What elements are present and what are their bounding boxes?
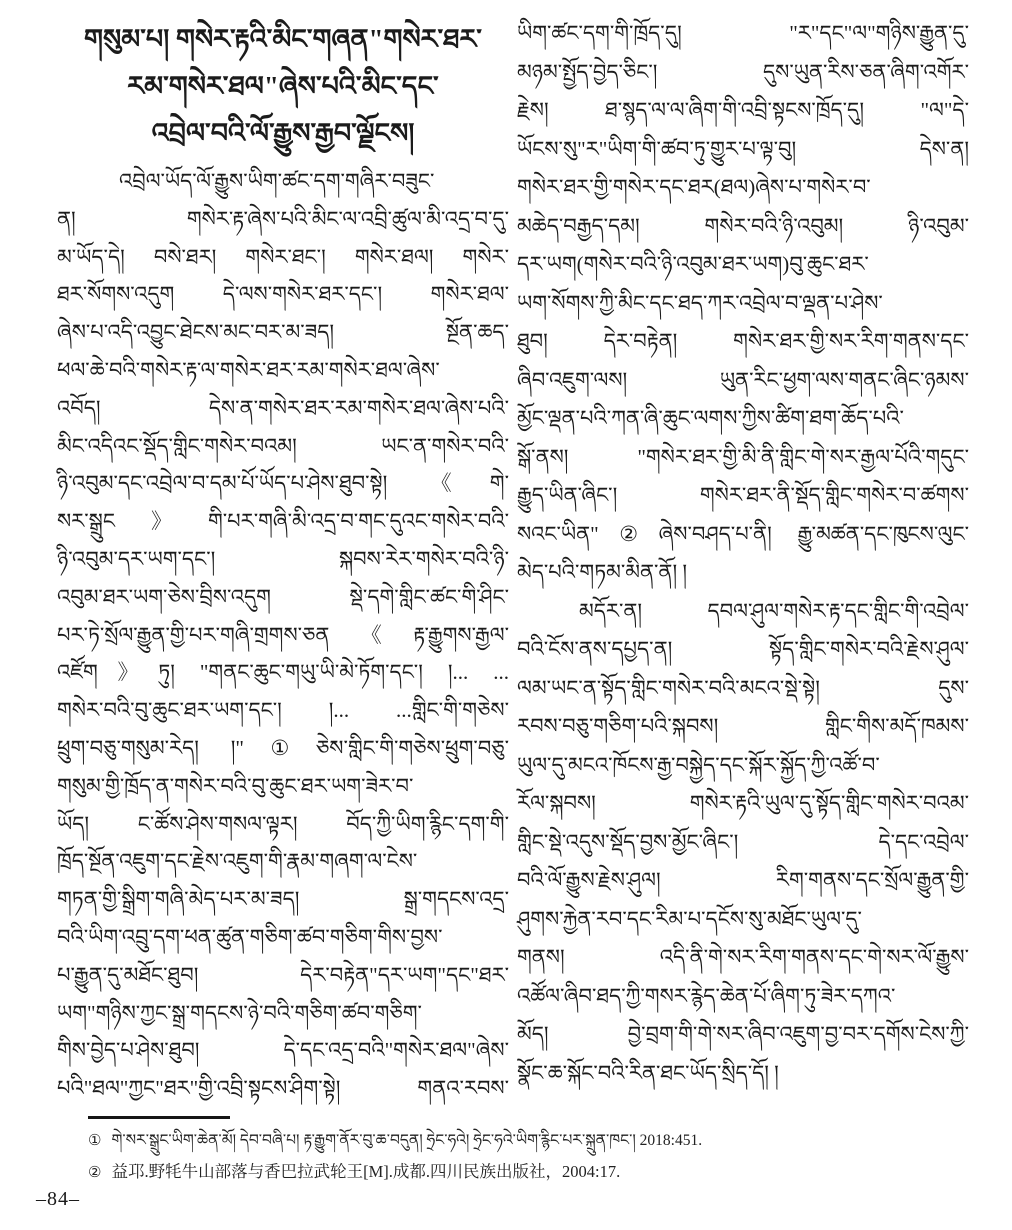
text-line: གནས། འདི་ནི་གེ་སར་རིག་གནས་དང་གེ་སར་ལོ་རྒྱུས་ <box>517 945 969 969</box>
text-line: ཡིག་ཚང་དག་གི་ཁྲོད་དུ། "ར"དང"ལ"གཉིས་རྒྱུན་དུ་ <box>517 21 969 45</box>
text-line: མྱོང་ལྡན་པའི་ཀན་ཞི་ཆུང་ལགས་ཀྱིས་ཚིག་ཐག་ཆོད་པའི་ <box>517 406 904 430</box>
text-line: གསེར་བའི་བུ་ཆུང་ཐར་ཡག་དང་། །... ...གླིང་གི་གཅེས་ <box>57 698 509 723</box>
footnote-item <box>57 1161 982 1184</box>
text-line: རྗེས། ཐ་སྙད་ལ་ལ་ཞིག་གི་འབྲི་སྟངས་ཁྲོད་དུ། "ལ"དེ་ <box>517 98 969 122</box>
left-column-text <box>57 163 509 1108</box>
text-line: གཏན་གྱི་སྒྲིག་གཞི་མེད་པར་མ་ཟད། སྒྲ་གདངས་འདྲ་ <box>57 887 509 912</box>
title-line: གསུམ་པ། གསེར་རྟའི་མིང་གཞན"གསེར་ཐར་ <box>84 24 482 54</box>
footnote-text: གེ་སར་སྒྲུང་ཡིག་ཆེན་མོ། དེབ་བཞི་པ། རྟ་རྒྱུག་ནོར་བུ་ཆ་བདུན། ཧྲེང་ཧའེ། ཧྲེང་ཧའེ་ཡིག་རྙིང་པར་སྐྲུན་ཁང་། 2018:451. <box>111 1132 703 1149</box>
text-line: པར་ཏེ་སྲོལ་རྒྱུན་གྱི་པར་གཞི་གྲགས་ཅན《རྟ་རྒྱུགས་རྒྱལ་ <box>57 622 509 647</box>
text-line: མཉམ་སྤྱོད་བྱེད་ཅིང་། དུས་ཡུན་རིས་ཅན་ཞིག་འགོར་ <box>517 59 969 84</box>
footnote-item <box>57 1130 982 1152</box>
text-line: ལམ་ཡང་ན་སྟོད་གླིང་གསེར་བའི་མངའ་སྡེ་སྟེ། དུས་ <box>517 675 969 700</box>
text-line: འབུམ་ཐར་ཡག་ཅེས་བྲིས་འདུག སྡེ་དགེ་གླིང་ཚང་གི་ཤིང་ <box>57 584 509 609</box>
text-line: མདོར་ན། དབལ་ཤུལ་གསེར་རྟ་དང་གླིང་གི་འབྲེལ་ <box>579 598 969 623</box>
text-line: འབོད། དེས་ན་གསེར་ཐར་རམ་གསེར་ཐལ་ཞེས་པའི་ <box>57 395 509 420</box>
text-line: སའང་ཡིན"②ཞེས་བཤད་པ་ནི། རྒྱུ་མཚན་དང་ཁུངས་ལུང་ <box>517 521 969 546</box>
article-title <box>57 16 509 157</box>
text-line: མེད་པའི་གཏམ་མིན་ནོ། ། <box>517 560 688 584</box>
text-line: ཕལ་ཆེ་བའི་གསེར་རྟ་ལ་གསེར་ཐར་རམ་གསེར་ཐལ་ཞེས་ <box>57 357 440 382</box>
text-line: བའི་ངོས་ནས་དཔྱད་ན། སྟོད་གླིང་གསེར་བའི་རྗེས་ཤུལ་ <box>517 637 969 661</box>
text-line: བའི་ཡིག་འབྲུ་དག་ཕན་ཚུན་གཅིག་ཚབ་གཅིག་གིས་བྱས་ <box>57 924 443 949</box>
title-line: རམ་གསེར་ཐལ"ཞེས་པའི་མིང་དང་ <box>127 71 439 101</box>
footnote-text: 益邛.野牦牛山部落与香巴拉武轮王[M].成都.四川民族出版社，2004:17. <box>111 1162 621 1181</box>
text-line: ཡོད། ང་ཚོས་ཤེས་གསལ་ལྟར། བོད་ཀྱི་ཡིག་རྙིང་དག་གི་ <box>57 811 509 836</box>
text-line: དར་ཡག(གསེར་བའི་ཉི་འབུམ་ཐར་ཡག)བུ་ཆུང་ཐར་ <box>517 252 869 276</box>
text-line: མཆེད་བརྒྱད་དམ། གསེར་བའི་ཉི་འབུམ། ཉི་འབུམ་ <box>517 213 969 238</box>
text-line: ཞེས་པ་འདི་འབྱུང་ཐེངས་མང་བར་མ་ཟད། སྔོན་ཆད་ <box>57 320 509 345</box>
title-line: འབྲེལ་བའི་ལོ་རྒྱུས་རྒྱབ་ལྗོངས། <box>151 118 415 148</box>
footnote-marker: ① <box>88 1133 102 1149</box>
right-column <box>517 14 969 1108</box>
text-line: ཉི་འབུམ་དང་འབྲེལ་བ་དམ་པོ་ཡོད་པ་ཤེས་ཐུབ་སྟེ། 《གེ་ <box>57 471 509 496</box>
text-line: ཡུལ་དུ་མངའ་ཁོངས་རྒྱ་བསྐྱེད་དང་སྐོར་སྐྱོད་ཀྱི་འཚོ་བ་ <box>517 752 880 777</box>
text-line: སྒོ་ནས། "གསེར་ཐར་གྱི་མི་ནི་གླིང་གེ་སར་རྒྱལ་པོའི་གདུང་ <box>517 444 969 469</box>
text-line: འབྲེལ་ཡོད་ལོ་རྒྱུས་ཡིག་ཚང་དག་གཞིར་བཟུང་ <box>119 169 435 193</box>
text-line: པ་རྒྱུན་དུ་མཐོང་ཐུབ། དེར་བརྟེན"དར་ཡག"དང"ཐར་ <box>57 962 509 987</box>
text-line: ཉི་འབུམ་དར་ཡག་དང་། སྐབས་རེར་གསེར་བའི་ཉི་ <box>57 546 509 571</box>
text-line: གིས་བྱེད་པ་ཤེས་ཐུབ། དེ་དང་འདྲ་བའི"གསེར་ཐལ"ཞེས་ <box>57 1038 509 1063</box>
text-line: འཚོལ་ཞིབ་ཐད་ཀྱི་གསར་རྙེད་ཆེན་པོ་ཞིག་ཏུ་ཟེར་དཀའ་ <box>517 983 896 1008</box>
footnote-separator <box>88 1116 230 1119</box>
text-line: ན། གསེར་རྟ་ཞེས་པའི་མིང་ལ་འབྲི་ཚུལ་མི་འདྲ་བ་དུ་ <box>57 206 509 231</box>
text-line: རབས་བཅུ་གཅིག་པའི་སྐབས། གླིང་གིས་མདོ་ཁམས་ <box>517 714 969 738</box>
text-line: གླིང་སྡེ་འདུས་སྡོད་བྱས་མྱོང་ཞིང་། དེ་དང་འབྲེལ་ <box>517 829 969 854</box>
text-line: ཞིབ་འཇུག་ལས། ཡུན་རིང་ཕྱག་ལས་གནང་ཞིང་ཉམས་ <box>517 367 969 392</box>
text-line: རྒྱུད་ཡིན་ཞིང་། གསེར་ཐར་ནི་སྡོད་གླིང་གསེར་བ་ཚགས་ <box>517 483 969 507</box>
text-line: ཐར་སོགས་འདུག དེ་ལས་གསེར་ཐར་དང་། གསེར་ཐལ་ <box>57 282 509 307</box>
text-line: འཛོག》ཏུ། "གནང་ཆུང་གཡུ་ཡི་མེ་ཏོག་དང་། །... ... <box>57 660 509 685</box>
text-line: གསེར་ཐར་གྱི་གསེར་དང་ཐར(ཐལ)ཞེས་པ་གསེར་བ་ <box>517 175 871 199</box>
text-line: ཤུགས་རྐྱེན་རབ་དང་རིམ་པ་དངོས་སུ་མཐོང་ཡུལ་དུ་ <box>517 906 862 931</box>
text-line: མིང་འདིའང་སྡོད་གླིང་གསེར་བའམ། ཡང་ན་གསེར་བའི་ <box>57 433 509 458</box>
text-columns <box>57 14 982 1108</box>
text-line: སར་སྒྲུང》གི་པར་གཞི་མི་འདྲ་བ་གང་དུའང་གསེར་བའི་ <box>57 509 509 534</box>
text-line: ཕྲུག་བཅུ་གསུམ་རེད། །"①ཅེས་གླིང་གི་གཅེས་ཕྲུག་བཅུ་ <box>57 735 509 760</box>
footnote-list <box>57 1130 982 1184</box>
footnote-marker: ② <box>88 1165 102 1181</box>
text-line: རོལ་སྐབས། གསེར་རྟའི་ཡུལ་དུ་སྟོད་གླིང་གསེར་བའམ་ <box>517 791 969 815</box>
text-line: ཐུབ། དེར་བརྟེན། གསེར་ཐར་གྱི་སར་རིག་གནས་དང་ <box>517 329 969 353</box>
right-column-text <box>517 14 969 1092</box>
text-line: ཡོངས་སུ"ར"ཡིག་གི་ཚབ་ཏུ་གྱུར་པ་ལྟ་བུ། དེས་ན། <box>517 136 969 161</box>
text-line: སྣོང་ཆ་སྐོང་བའི་རིན་ཐང་ཡོད་སྲིད་དོ། ། <box>517 1060 779 1085</box>
text-line: མོད། བྱེ་བྲག་གི་གེ་སར་ཞིབ་འཇུག་བྱ་བར་དགོས་ངེས་ཀྱི་ <box>517 1022 969 1046</box>
text-line: ཁྲོད་སྔོན་འཇུག་དང་རྗེས་འཇུག་གི་རྣམ་གཞག་ལ་ངེས་ <box>57 849 418 874</box>
page-number: –84– <box>36 1188 80 1210</box>
text-line: ཡག་སོགས་ཀྱི་མིང་དང་ཐད་ཀར་འབྲེལ་བ་ལྡན་པ་ཤེས་ <box>517 290 883 315</box>
text-line: ཡག"གཉིས་ཀྱང་སྒྲ་གདངས་ཉེ་བའི་གཅིག་ཚབ་གཅིག་ <box>57 1000 422 1025</box>
text-line: མ་ཡོད་དེ། བསེ་ཐར། གསེར་ཐང་། གསེར་ཐལ། གསེར་ <box>57 244 509 269</box>
footnote-area <box>57 1116 982 1184</box>
left-column <box>57 14 509 1108</box>
text-line: པའི"ཐལ"ཀྱང"ཐར"གྱི་འབྲི་སྟངས་ཤིག་སྟེ། གནའ་རབས་ <box>57 1076 509 1101</box>
text-line: བའི་ལོ་རྒྱུས་རྗེས་ཤུལ། རིག་གནས་དང་སྲོལ་རྒྱུན་གྱི་ <box>517 868 969 892</box>
text-line: གསུམ་གྱི་ཁྲོད་ན་གསེར་བའི་བུ་ཆུང་ཐར་ཡག་ཟེར་བ་ <box>57 773 414 798</box>
